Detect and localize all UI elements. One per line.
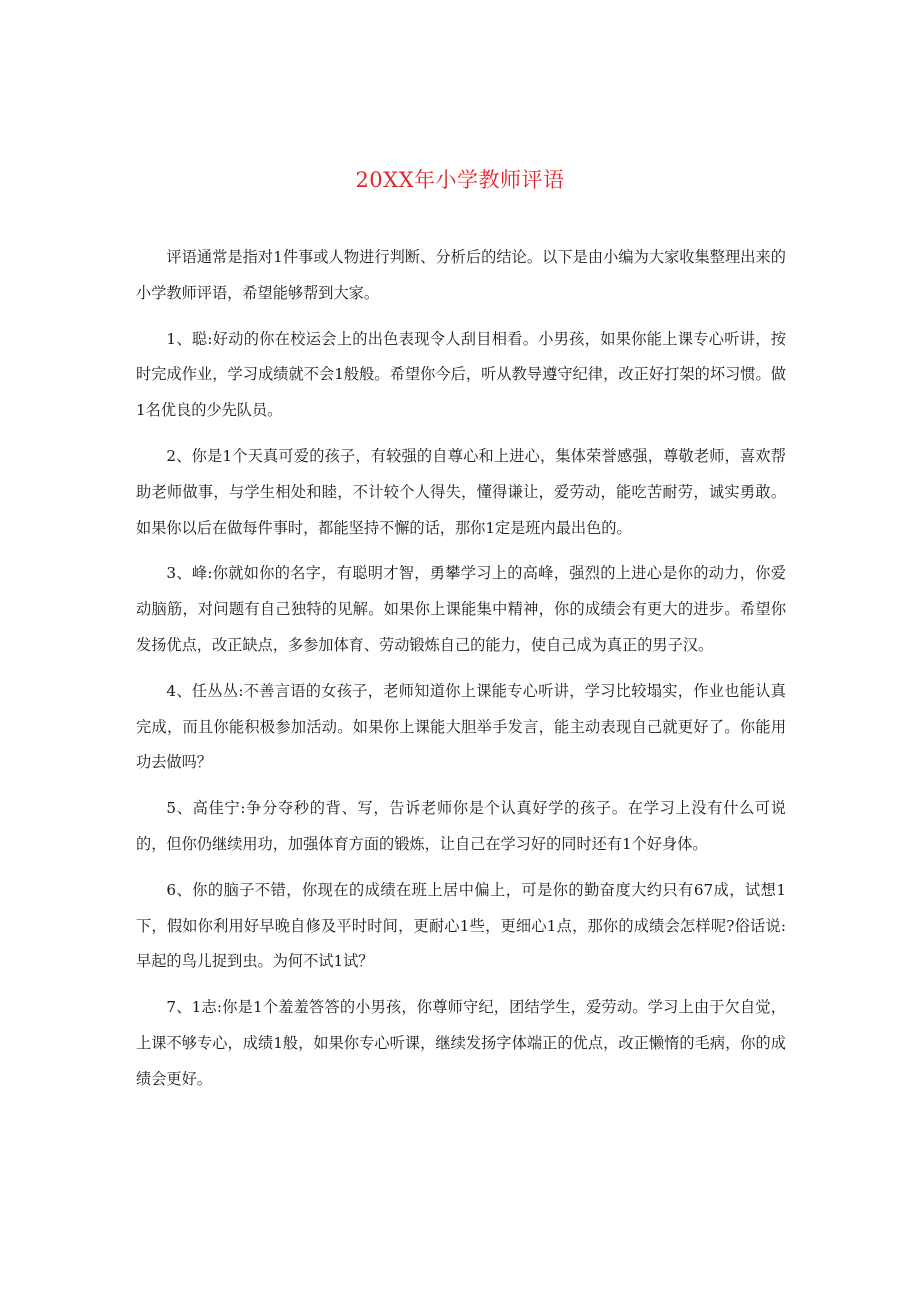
document-body bbox=[136, 240, 786, 1108]
comment-paragraph-6: 6、你的脑子不错，你现在的成绩在班上居中偏上，可是你的勤奋度大约只有67成，试想1下，假如你利用好早晚自修及平时时间，更耐心1些，更细心1点，那你的成绩会怎样呢?俗话说:早起的鸟儿捉到虫。为何不试1试？ bbox=[136, 880, 786, 971]
page-title: 20XX年小学教师评语 bbox=[355, 168, 565, 192]
comment-paragraph-5: 5、高佳宁:争分夺秒的背、写，告诉老师你是个认真好学的孩子。在学习上没有什么可说的，但你仍继续用功，加强体育方面的锻炼，让自己在学习好的同时还有1个好身体。 bbox=[136, 799, 786, 853]
comment-paragraph-1: 1、聪:好动的你在校运会上的出色表现令人刮目相看。小男孩，如果你能上课专心听讲，按时完成作业，学习成绩就不会1般般。希望你今后，听从教导遵守纪律，改正好打架的坏习惯。做1名优良的少先队员。 bbox=[136, 329, 786, 420]
comment-paragraph-7: 7、1志:你是1个羞羞答答的小男孩，你尊师守纪，团结学生，爱劳动。学习上由于欠自觉，上课不够专心，成绩1般，如果你专心听课，继续发扬字体端正的优点，改正懒惰的毛病，你的成绩会更好。 bbox=[136, 998, 786, 1088]
comment-paragraph-2: 2、你是1个天真可爱的孩子，有较强的自尊心和上进心，集体荣誉感强，尊敬老师，喜欢帮助老师做事，与学生相处和睦，不计较个人得失，懂得谦让，爱劳动，能吃苦耐劳，诚实勇敢。如果你以后在做每件事时，都能坚持不懈的话，那你1定是班内最出色的。 bbox=[136, 446, 786, 537]
comment-paragraph-3: 3、峰:你就如你的名字，有聪明才智，勇攀学习上的高峰，强烈的上进心是你的动力，你爱动脑筋，对问题有自己独特的见解。如果你上课能集中精神，你的成绩会有更大的进步。希望你发扬优点，改正缺点，多参加体育、劳动锻炼自己的能力，使自己成为真正的男子汉。 bbox=[136, 564, 786, 654]
intro-paragraph: 评语通常是指对1件事或人物进行判断、分析后的结论。以下是由小编为大家收集整理出来的小学教师评语，希望能够帮到大家。 bbox=[136, 248, 786, 302]
comment-paragraph-4: 4、任丛丛:不善言语的女孩子，老师知道你上课能专心听讲，学习比较塌实，作业也能认真完成，而且你能积极参加活动。如果你上课能大胆举手发言，能主动表现自己就更好了。你能用功去做吗？ bbox=[136, 681, 786, 772]
